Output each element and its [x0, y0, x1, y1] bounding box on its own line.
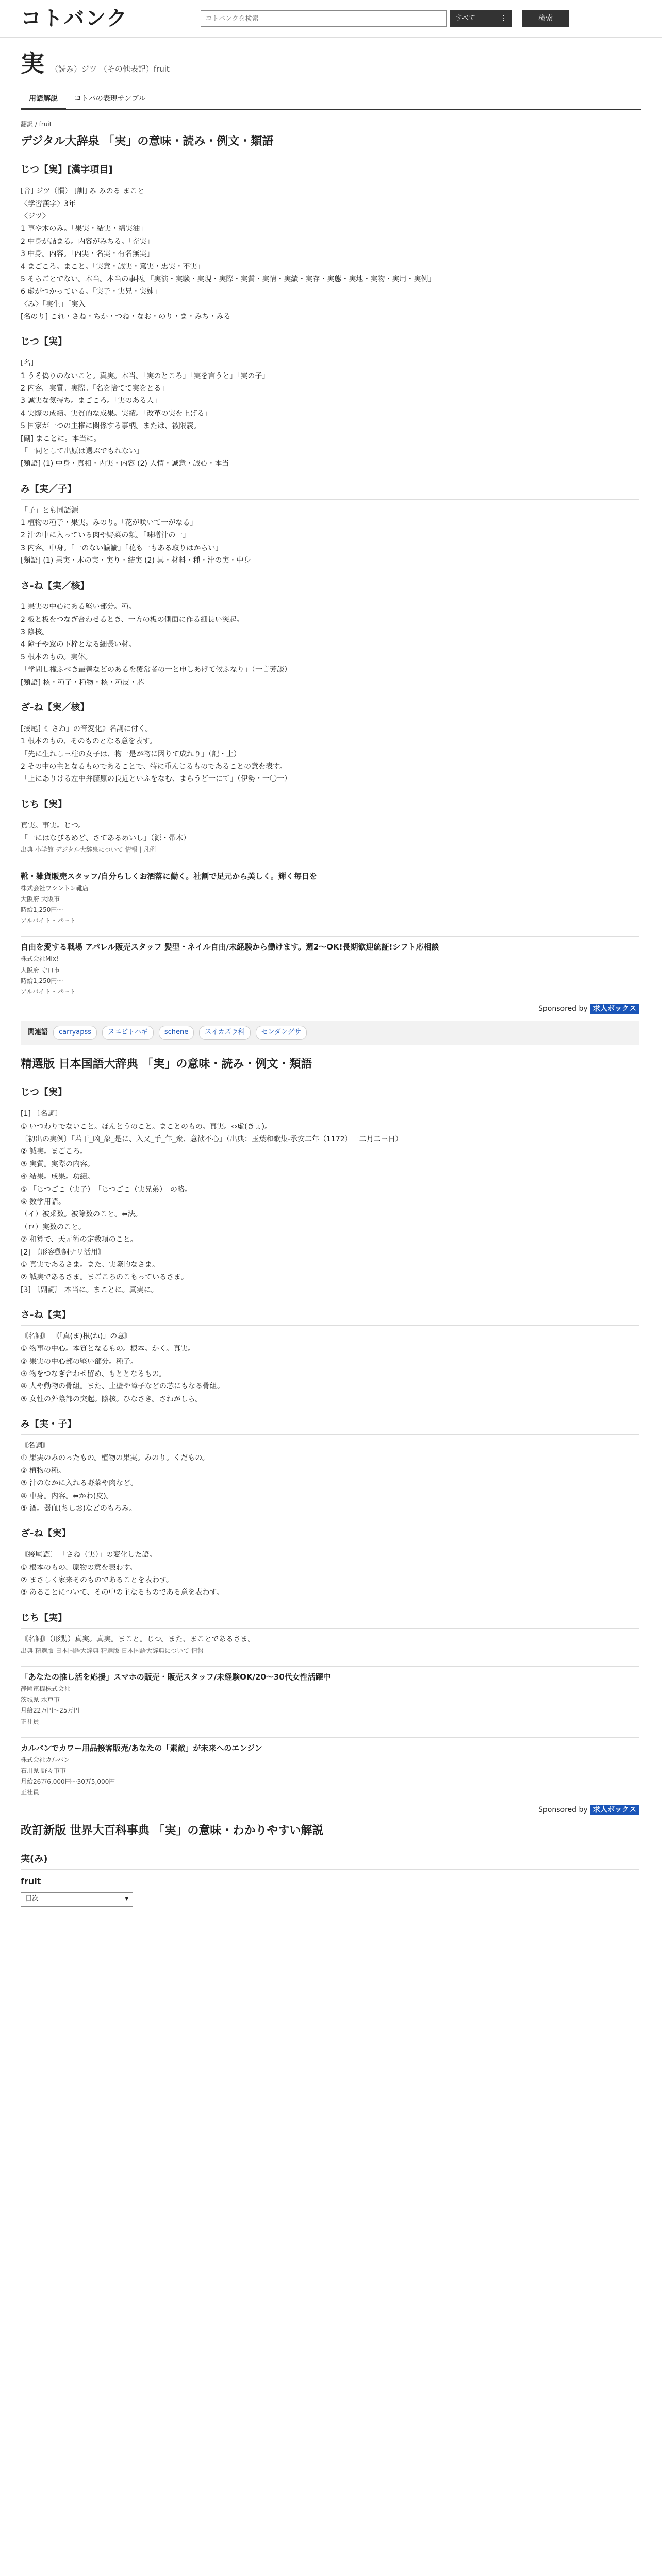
definition-line: （イ）被乗数。被除数のこと。⇔法。	[21, 1210, 142, 1219]
definition-line: ③ 物をつなぎ合わせ留め、もととなるもの。	[21, 1370, 166, 1379]
site-logo[interactable]: コトバンク	[21, 7, 128, 30]
job-ad-pay: 月給26万6,000円〜30万5,000円	[21, 1778, 115, 1786]
definition-line: 〔初出の実例〕「若干_凶_象_是に、入又_手_年_衆、意歓不心」（出典：玉葉和歌集-承安二年（1172）一二月二三日）	[21, 1135, 403, 1144]
daijisen-sec2	[21, 358, 639, 470]
definition-line: 「一同として出原は選ぶでもれない」	[21, 447, 143, 455]
related-pill[interactable]: センダングサ	[256, 1026, 307, 1040]
britannica-en-word: fruit	[21, 1876, 41, 1886]
daijisen-sec4	[21, 601, 639, 688]
job-ad-title: 自由を愛する戦場 アパレル販売スタッフ 髪型・ネイル自由/未経験から働けます。週2〜OK!長期歓迎統証!シフト応相談	[21, 942, 439, 952]
job-ad[interactable]	[21, 1737, 639, 1798]
sponsored-label: Sponsored by	[538, 1005, 588, 1013]
definition-line: [類語] (1) 果実・木の実・実り・結実 (2) 具・材料・種・汁の実・中身	[21, 556, 251, 565]
definition-line: ① 物事の中心。本質となるもの。根本。かく。真実。	[21, 1345, 195, 1353]
daijisen-sec5	[21, 723, 639, 785]
definition-line: ③ 実質。実際の内容。	[21, 1160, 95, 1168]
definition-line: ⑦ 和算で、天元術の定数項のこと。	[21, 1235, 138, 1244]
definition-line: 〈ジツ〉	[21, 212, 49, 221]
definition-line: [3] 〘副詞〙 本当に。まことに。真実に。	[21, 1285, 158, 1294]
daijisen-sec5-head: ざ-ね【実／核】	[21, 701, 639, 718]
daijisen-sec4-head: さ-ね【実／核】	[21, 579, 639, 597]
nikkoku-sec3-head: み【実・子】	[21, 1417, 639, 1435]
sponsor-brand[interactable]: 求人ボックス	[590, 1004, 639, 1014]
sponsored-2	[21, 1804, 639, 1816]
nikkoku-sec2	[21, 1331, 639, 1405]
definition-line: ⑤ 女性の外陰部の突起。陰核。ひなさき。さねがしら。	[21, 1395, 203, 1403]
job-ad-pay: 時給1,250円〜	[21, 906, 63, 913]
definition-line: 5 国家が一つの主権に関係する事柄。または、被限義。	[21, 422, 201, 431]
definition-line: [名のり] これ・さね・ちか・つね・なお・のり・ま・みち・みる	[21, 313, 231, 321]
job-ad-company: 株式会社カルバン	[21, 1756, 70, 1764]
definition-line: 3 陰核。	[21, 628, 49, 637]
definition-line: ④ 人や動物の骨組。また、土壁や障子などの芯にもなる骨組。	[21, 1382, 224, 1391]
definition-line: 〘名詞〙	[21, 1442, 49, 1450]
definition-line: 3 誠実な気持ち。まごころ。「実のある人」	[21, 397, 161, 405]
definition-line: 「先に生れし三柱の女子は、物一是が物に因りて成れり」（記・上）	[21, 750, 241, 758]
chevron-down-icon: ▾	[125, 1895, 128, 1903]
definition-line: 2 汁の中に入っている肉や野菜の類。「味噌汁の一」	[21, 531, 190, 540]
job-ad-type: 正社員	[21, 1789, 40, 1797]
definition-line: ⑤ 「じつごこ（実子）」「じつごこ（実兄弟）」の略。	[21, 1185, 192, 1194]
nikkoku-sec5	[21, 1634, 639, 1645]
site-header	[0, 0, 662, 38]
word-reading: （読み）ジツ （その他表記）fruit	[51, 64, 170, 74]
job-ad-type: アルバイト・パート	[21, 988, 76, 995]
definition-line: 2 その中の主となるものであることで、特に重んじるものであることの意を表す。	[21, 762, 287, 771]
job-ad-place: 茨城県 水戸市	[21, 1696, 60, 1704]
definition-line: 1 うそ偽りのないこと。真実。本当。「実のところ」「実を言うと」「実の子」	[21, 371, 270, 380]
breadcrumb[interactable]: 翻訳 / fruit	[21, 120, 52, 128]
definition-line: 6 虚がつかっている。「実子・実兄・実姉」	[21, 287, 161, 296]
definition-line: ② まさしく家来そのものであることを表わす。	[21, 1575, 173, 1584]
definition-line: （ロ）実数のこと。	[21, 1223, 86, 1231]
nikkoku-source: 出典 精選版 日本国語大辞典 精選版 日本国語大辞典について 情報	[21, 1647, 204, 1654]
definition-line: ② 植物の種。	[21, 1466, 66, 1475]
daijisen-sec6-head: じち【実】	[21, 798, 639, 815]
job-ad-place: 大阪府 守口市	[21, 966, 60, 974]
job-ad-pay: 月給22万円〜25万円	[21, 1707, 80, 1715]
definition-line: 「上にありける左中弁藤原の良近といふをなむ、まらうど一にて」（伊勢・一〇一）	[21, 775, 291, 784]
definition-line: 4 まごころ。まこと。「実意・誠実・篤実・忠実・不実」	[21, 262, 205, 271]
job-ad-pay: 時給1,250円〜	[21, 977, 63, 985]
definition-line: [類語] 核・種子・種物・核・種皮・芯	[21, 678, 144, 687]
definition-line: [音] ジツ（慣） [訓] み みのる まこと	[21, 187, 145, 196]
definition-line: 1 根本のもの、そのものとなる意を表す。	[21, 737, 157, 746]
definition-line: 3 内容。中身。「一のない議論」「花も一もある取りはからい」	[21, 544, 223, 552]
definition-line: ① 真実であるさま。また、実際的なさま。	[21, 1260, 159, 1269]
toc-label: 目次	[25, 1895, 39, 1903]
definition-line: ⑤ 酒。器血(ちしお)などのもろみ。	[21, 1504, 137, 1513]
job-ad-title: カルバンでカワー用品接客販売/あなたの「素敵」が未来へのエンジン	[21, 1743, 262, 1753]
job-ad-company: 株式会社Mix!	[21, 955, 59, 963]
job-ad[interactable]	[21, 936, 639, 997]
nikkoku-sec3	[21, 1440, 639, 1514]
daijisen-sec2-head: じつ【実】	[21, 335, 639, 352]
definition-line: ③ 汁のなかに入れる野菜や肉など。	[21, 1479, 138, 1488]
definition-line: ② 果実の中心部の堅い部分。種子。	[21, 1357, 138, 1366]
nikkoku-sec2-head: さ-ね【実】	[21, 1308, 639, 1326]
word-title: 実	[21, 49, 44, 77]
definition-line: 2 内容。実質。実際。「名を捨てて実をとる」	[21, 384, 169, 393]
related-words	[21, 1021, 639, 1045]
related-pill[interactable]: carryapss	[53, 1026, 97, 1040]
related-pill[interactable]: スイカズラ科	[199, 1026, 250, 1040]
main-content	[0, 120, 660, 1907]
nikkoku-sec5-head: じち【実】	[21, 1611, 639, 1629]
britannica-heading: 改訂新版 世界大百科事典 「実」の意味・わかりやすい解説	[21, 1824, 324, 1837]
daijisen-sec3	[21, 505, 639, 567]
definition-line: 「学問し権ふべき最善などのあるを覆常者の一と申しあげて候ふなり」（一言芳談）	[21, 666, 291, 674]
definition-line: 5 そらごとでない。本当。本当の事柄。「実演・実験・実現・実際・実質・実情・実績・実存・実態・実地・実物・実用・実例」	[21, 275, 436, 283]
definition-line: 〈学習漢字〉3年	[21, 199, 76, 208]
definition-line: 真実。事実。じつ。	[21, 821, 86, 830]
definition-line: [1] 〘名詞〙	[21, 1110, 62, 1118]
vertical-dots-icon: ⋮	[500, 14, 507, 22]
nikkoku-heading: 精選版 日本国語大辞典 「実」の意味・読み・例文・類語	[21, 1058, 312, 1071]
definition-line: 3 中身。内容。「内実・名実・有名無実」	[21, 250, 154, 259]
definition-line: ② 誠実。まごころ。	[21, 1147, 88, 1156]
daijisen-source: 出典 小学館 デジタル大辞泉について 情報 | 凡例	[21, 846, 156, 854]
definition-line: ④ 結果。成果。功績。	[21, 1173, 95, 1181]
definition-line: ① 果実のみのったもの。植物の果実。みのり。くだもの。	[21, 1454, 209, 1463]
job-ad[interactable]	[21, 1666, 639, 1727]
job-ad-company: 静岡電機株式会社	[21, 1685, 71, 1693]
definition-line: 5 根本のもの。実体。	[21, 653, 92, 662]
definition-line: 〘接尾語〙 「さね（実）」の変化した語。	[21, 1551, 157, 1560]
search-bar	[201, 10, 569, 27]
definition-line: [副] まことに。本当に。	[21, 434, 101, 443]
nikkoku-sec4	[21, 1549, 639, 1599]
britannica-subhead: 実(み)	[21, 1852, 639, 1870]
sponsor-brand[interactable]: 求人ボックス	[590, 1805, 639, 1815]
daijisen-sec3-head: み【実／子】	[21, 482, 639, 500]
definition-line: 4 障子や窓の下枠となる細長い材。	[21, 640, 136, 649]
job-ad-type: 正社員	[21, 1718, 40, 1725]
job-ad-place: 大阪府 大阪市	[21, 895, 60, 903]
search-scope-select[interactable]	[450, 10, 512, 27]
definition-line: 2 板と板をつなぎ合わせるとき、一方の板の側面に作る細長い突起。	[21, 615, 244, 624]
daijisen-sec1	[21, 185, 639, 323]
daijisen-heading: デジタル大辞泉 「実」の意味・読み・例文・類語	[21, 135, 274, 148]
definition-line: ① 根本のもの、原物の意を表わす。	[21, 1563, 137, 1572]
definition-line: ④ 中身。内容。⇔かわ(皮)。	[21, 1492, 113, 1500]
sponsored-1	[21, 1003, 639, 1014]
toc-select[interactable]	[21, 1892, 133, 1907]
definition-line: ① いつわりでないこと。ほんとうのこと。まことのもの。真実。⇔虚(きょ)。	[21, 1122, 272, 1131]
nikkoku-sec4-head: ざ-ね【実】	[21, 1527, 639, 1544]
job-ad-place: 石川県 野々市市	[21, 1767, 66, 1775]
search-input[interactable]	[201, 10, 447, 27]
definition-line: 〈み〉「実生」「実入」	[21, 300, 93, 309]
tab-definition[interactable]: 用語解説	[21, 90, 66, 109]
tab-samples[interactable]: コトバの表現サンプル	[74, 94, 146, 103]
definition-line: 1 草や木のみ。「果実・結実・綿実油」	[21, 225, 147, 233]
search-scope-label: すべて	[455, 14, 475, 22]
nikkoku-sec1	[21, 1108, 639, 1296]
definition-line: 〘名詞〙 〘「真(ま)根(ね)」の意〙	[21, 1332, 132, 1341]
definition-line: ⑥ 数学用語。	[21, 1197, 66, 1206]
definition-line: 〘名詞〙（形動）真実。真実。まこと。じつ。また、まことであるさま。	[21, 1635, 255, 1643]
nikkoku-sec1-head: じつ【実】	[21, 1086, 639, 1103]
definition-line: 2 中身が詰まる。内容がみちる。「充実」	[21, 237, 154, 246]
definition-line: [名]	[21, 359, 34, 368]
related-pill[interactable]: schene	[159, 1026, 194, 1040]
definition-line: [2] 〘形容動詞ナリ活用〙	[21, 1248, 106, 1257]
definition-line: 1 果実の中心にある堅い部分。種。	[21, 603, 136, 612]
related-label: 関連語	[28, 1028, 48, 1037]
job-ad-company: 株式会社ワシントン靴店	[21, 884, 89, 892]
definition-line: [接尾]《「さね」の音変化》名詞に付く。	[21, 724, 153, 733]
related-pill[interactable]: ヌエビトハギ	[102, 1026, 154, 1040]
definition-line: ② 誠実であるさま。まごころのこもっているさま。	[21, 1273, 188, 1282]
daijisen-sec1-head: じつ【実】[漢字項目]	[21, 163, 639, 180]
daijisen-sec6	[21, 820, 639, 844]
definition-line: 1 植物の種子・果実。みのり。「花が咲いて一がなる」	[21, 518, 197, 527]
definition-line: 「一にはなびるめど、さてあるめいし」（源・帚木）	[21, 834, 190, 842]
definition-line: 「子」とも同語源	[21, 506, 78, 515]
search-button[interactable]: 検索	[522, 10, 569, 27]
job-ad-title: 靴・雑貨販売スタッフ/自分らしくお洒落に働く。社割で足元から美しく。輝く毎日を	[21, 871, 317, 881]
job-ads-1	[21, 866, 639, 997]
definition-line: 4 実際の成績。実質的な成果。実績。「改革の実を上げる」	[21, 409, 212, 418]
job-ad-type: アルバイト・パート	[21, 917, 76, 925]
definition-line: ③ あることについて、その中の主なるものである意を表わす。	[21, 1588, 224, 1597]
tab-bar	[21, 83, 641, 110]
job-ads-2	[21, 1666, 639, 1798]
word-heading	[0, 38, 662, 83]
sponsored-label: Sponsored by	[538, 1805, 588, 1814]
job-ad-title: 「あなたの推し活を応援」スマホの販売・販売スタッフ/未経験OK/20〜30代女性活躍中	[21, 1672, 331, 1682]
definition-line: [類語] (1) 中身・真相・内実・内容 (2) 人情・誠意・誠心・本当	[21, 460, 229, 468]
job-ad[interactable]	[21, 866, 639, 926]
